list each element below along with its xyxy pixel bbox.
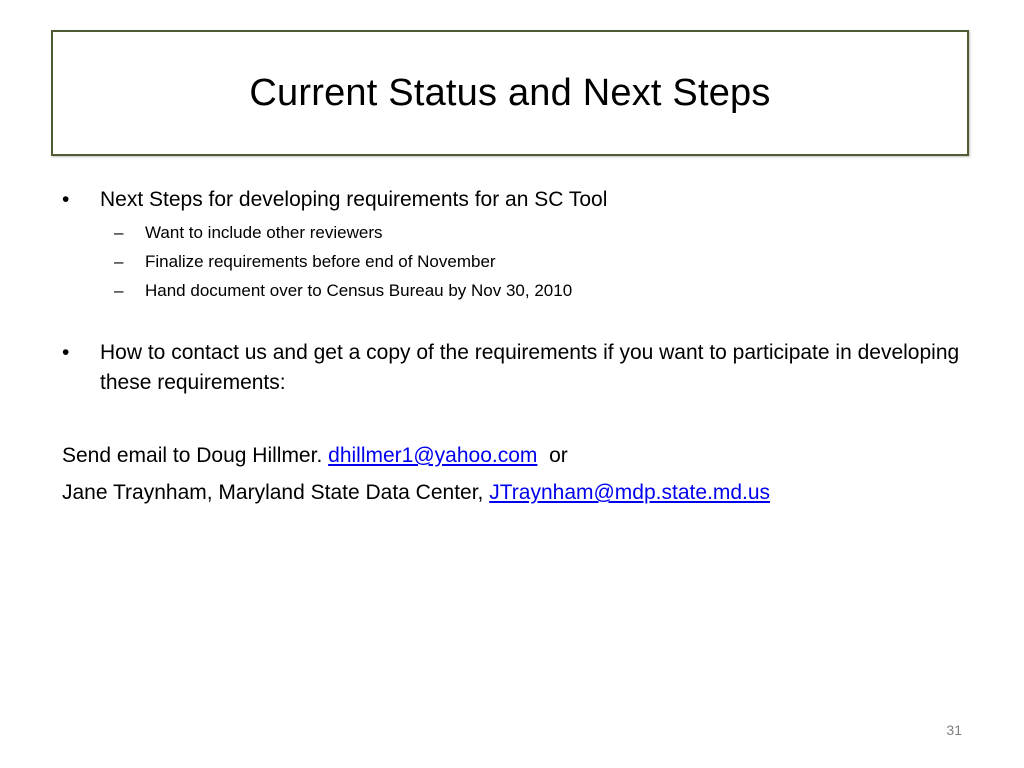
bullet-marker: • (62, 341, 70, 364)
contact-jane-text: Jane Traynham, Maryland State Data Center, (62, 481, 484, 504)
contact-line-doug (62, 441, 568, 471)
contact-doug-text: Send email to Doug Hillmer. (62, 444, 323, 467)
bullet-next-steps: Next Steps for developing requirements for an SC Tool (100, 188, 608, 211)
bullet-marker: • (62, 188, 70, 211)
email-link-doug[interactable]: dhillmer1@yahoo.com (328, 444, 538, 467)
contact-or-text: or (549, 444, 568, 467)
sub-bullet-marker: – (114, 223, 124, 242)
sub-bullet-marker: – (114, 252, 124, 271)
contact-line-jane (62, 478, 770, 508)
sub-item-finalize: Finalize requirements before end of November (145, 252, 496, 271)
page-number: 31 (946, 722, 962, 738)
bullet-contact: How to contact us and get a copy of the requirements if you want to participate in developing these requirements: (100, 341, 960, 394)
sub-item-reviewers: Want to include other reviewers (145, 223, 383, 242)
slide-title: Current Status and Next Steps (249, 71, 771, 114)
sub-item-hand-document: Hand document over to Census Bureau by Nov 30, 2010 (145, 281, 573, 300)
sub-bullet-marker: – (114, 281, 124, 300)
email-link-jane[interactable]: JTraynham@mdp.state.md.us (489, 481, 771, 504)
